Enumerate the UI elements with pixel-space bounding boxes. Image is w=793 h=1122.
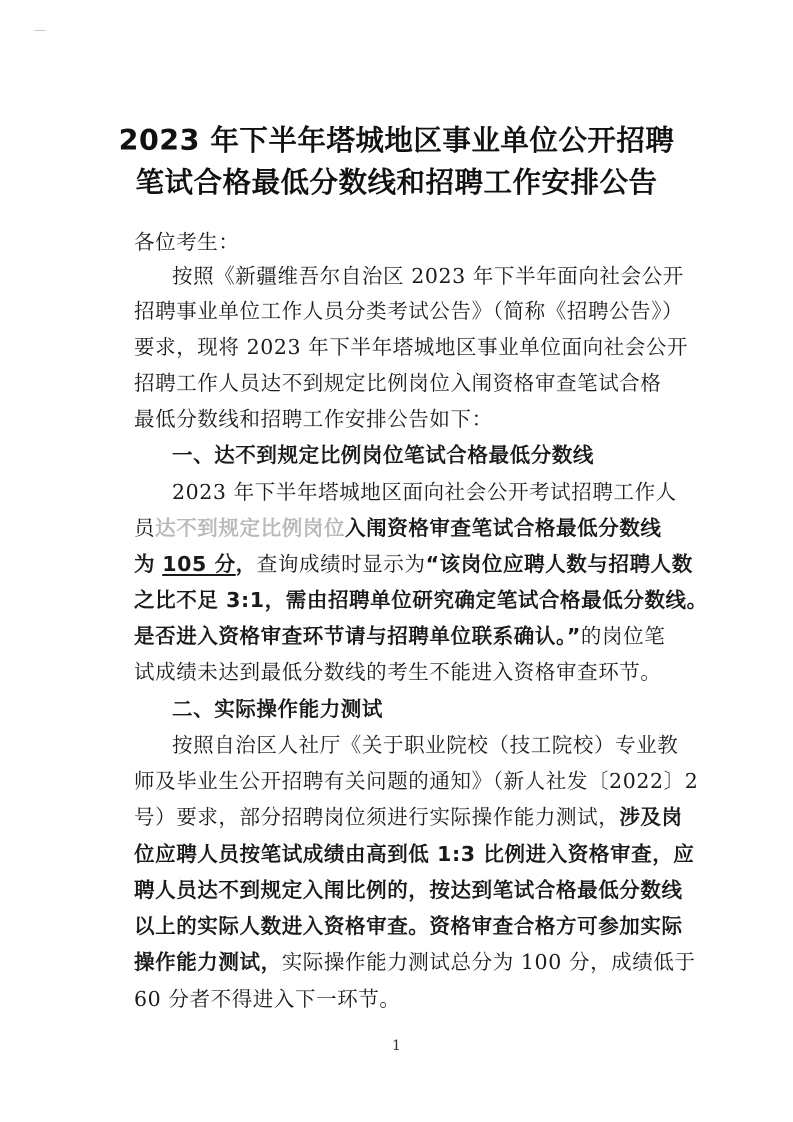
- text: 号）要求，部分招聘岗位须进行实际操作能力测试，: [134, 805, 620, 829]
- intro-line-2: 招聘事业单位工作人员分类考试公告》（简称《招聘公告》）: [134, 299, 684, 323]
- score-threshold: 105 分: [162, 552, 236, 576]
- text: 实际操作能力测试总分为 100 分，成绩低于: [281, 950, 696, 974]
- section-2-line-8: 60 分者不得进入下一环节。: [134, 987, 401, 1011]
- section-2-line-5: 聘人员达不到规定入闱比例的，按达到笔试合格最低分数线: [134, 878, 683, 902]
- section-1-heading: 一、达不到规定比例岗位笔试合格最低分数线: [172, 443, 594, 467]
- section-2-line-7: [134, 948, 694, 976]
- text: 的岗位笔: [580, 624, 666, 648]
- text: 查询成绩时显示为: [256, 552, 426, 576]
- highlighted-phrase: 达不到规定比例岗位: [155, 516, 346, 540]
- document-title-line-1: 2023 年下半年塔城地区事业单位公开招聘: [118, 124, 675, 157]
- section-2-line-4: 位应聘人员按笔试成绩由高到低 1:3 比例进入资格审查，应: [134, 842, 695, 866]
- section-2-heading: 二、实际操作能力测试: [172, 697, 383, 721]
- section-1-line-5: [134, 622, 694, 650]
- intro-line-1: 按照《新疆维吾尔自治区 2023 年下半年面向社会公开: [172, 264, 684, 288]
- section-2-line-2: 师及毕业生公开招聘有关问题的通知》（新人社发〔2022〕2: [134, 769, 699, 793]
- intro-line-4: 招聘工作人员达不到规定比例岗位入闱资格审查笔试合格: [134, 371, 662, 395]
- bold-text: 涉及岗: [619, 805, 683, 829]
- bold-text: 入闱资格审查笔试合格最低分数线: [345, 516, 662, 540]
- salutation: 各位考生：: [134, 230, 240, 254]
- bold-quote: 是否进入资格审查环节请与招聘单位联系确认。”: [134, 624, 581, 648]
- intro-line-5: 最低分数线和招聘工作安排公告如下：: [134, 407, 493, 431]
- page-number: 1: [392, 1038, 401, 1054]
- scan-mark: [34, 30, 46, 31]
- section-1-line-4: 之比不足 3:1，需由招聘单位研究确定笔试合格最低分数线。: [134, 588, 708, 612]
- bold-quote: “该岗位应聘人数与招聘人数: [425, 552, 693, 576]
- bold-text: 为: [134, 552, 156, 576]
- section-2-line-3: [134, 803, 694, 831]
- bold-text: 操作能力测试，: [134, 950, 282, 974]
- intro-line-3: 要求，现将 2023 年下半年塔城地区事业单位面向社会公开: [134, 335, 689, 359]
- section-1-line-1: 2023 年下半年塔城地区面向社会公开考试招聘工作人: [172, 480, 677, 504]
- document-title-line-2: 笔试合格最低分数线和招聘工作安排公告: [135, 166, 658, 199]
- section-2-line-1: 按照自治区人社厅《关于职业院校（技工院校）专业教: [172, 733, 679, 757]
- bold-text: ，: [235, 552, 257, 576]
- section-1-line-3: [134, 550, 694, 578]
- section-1-line-6: 试成绩未达到最低分数线的考生不能进入资格审查环节。: [134, 660, 662, 684]
- section-1-line-2: [134, 514, 694, 542]
- section-2-line-6: 以上的实际人数进入资格审查。资格审查合格方可参加实际: [134, 914, 683, 938]
- text: 员: [134, 516, 156, 540]
